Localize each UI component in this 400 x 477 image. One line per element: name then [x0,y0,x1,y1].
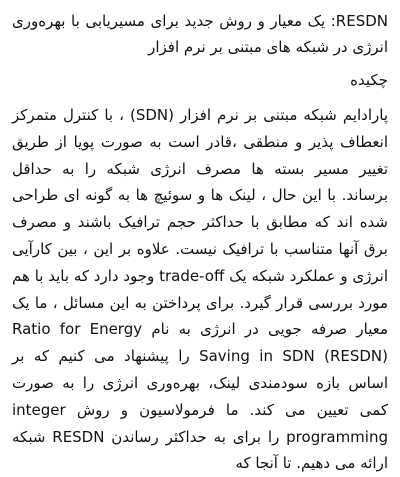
abstract-heading: چکیده [350,71,388,89]
abstract-text: پارادایم شبکه مبتنی بر نرم افزار (SDN) ، با کنترل متمرکز انعطاف پذیر و منطقی ،قادر است به صورت پویا از طریق تغییر مسیر بسته ها مصرف انرژی شبکه را به حداقل برساند. با این حال ، لینک ها و سوئیچ ها به گونه ای طراحی شده اند که مطابق با حداکثر حجم ترافیک باشند و مصرف برق آنها متناسب با ترافیک نیست. علاوه بر این ، بین کارآیی انرژی و عملکرد شبکه یک trade-off وجود دارد که باید با هم مورد بررسی قرار گیرد. برای پرداختن به این مسائل ، ما یک معیار صرفه جویی در انرژی به نام Ratio for Energy Saving in SDN (RESDN) را پیشنهاد می کنیم که بر اساس بازه سودمندی لینک، بهره‌وری انرژی را به صورت کمی تعیین می کند. ما فرمولاسیون و روش integer programming را برای به حداکثر رساندن RESDN شبکه ارائه می دهیم. تا آنجا که [12,106,389,473]
document-title: RESDN: یک معیار و روش جدید برای مسیریابی با بهره‌وری انرژی در شبکه های مبتنی بر نرم افزار [12,12,388,56]
